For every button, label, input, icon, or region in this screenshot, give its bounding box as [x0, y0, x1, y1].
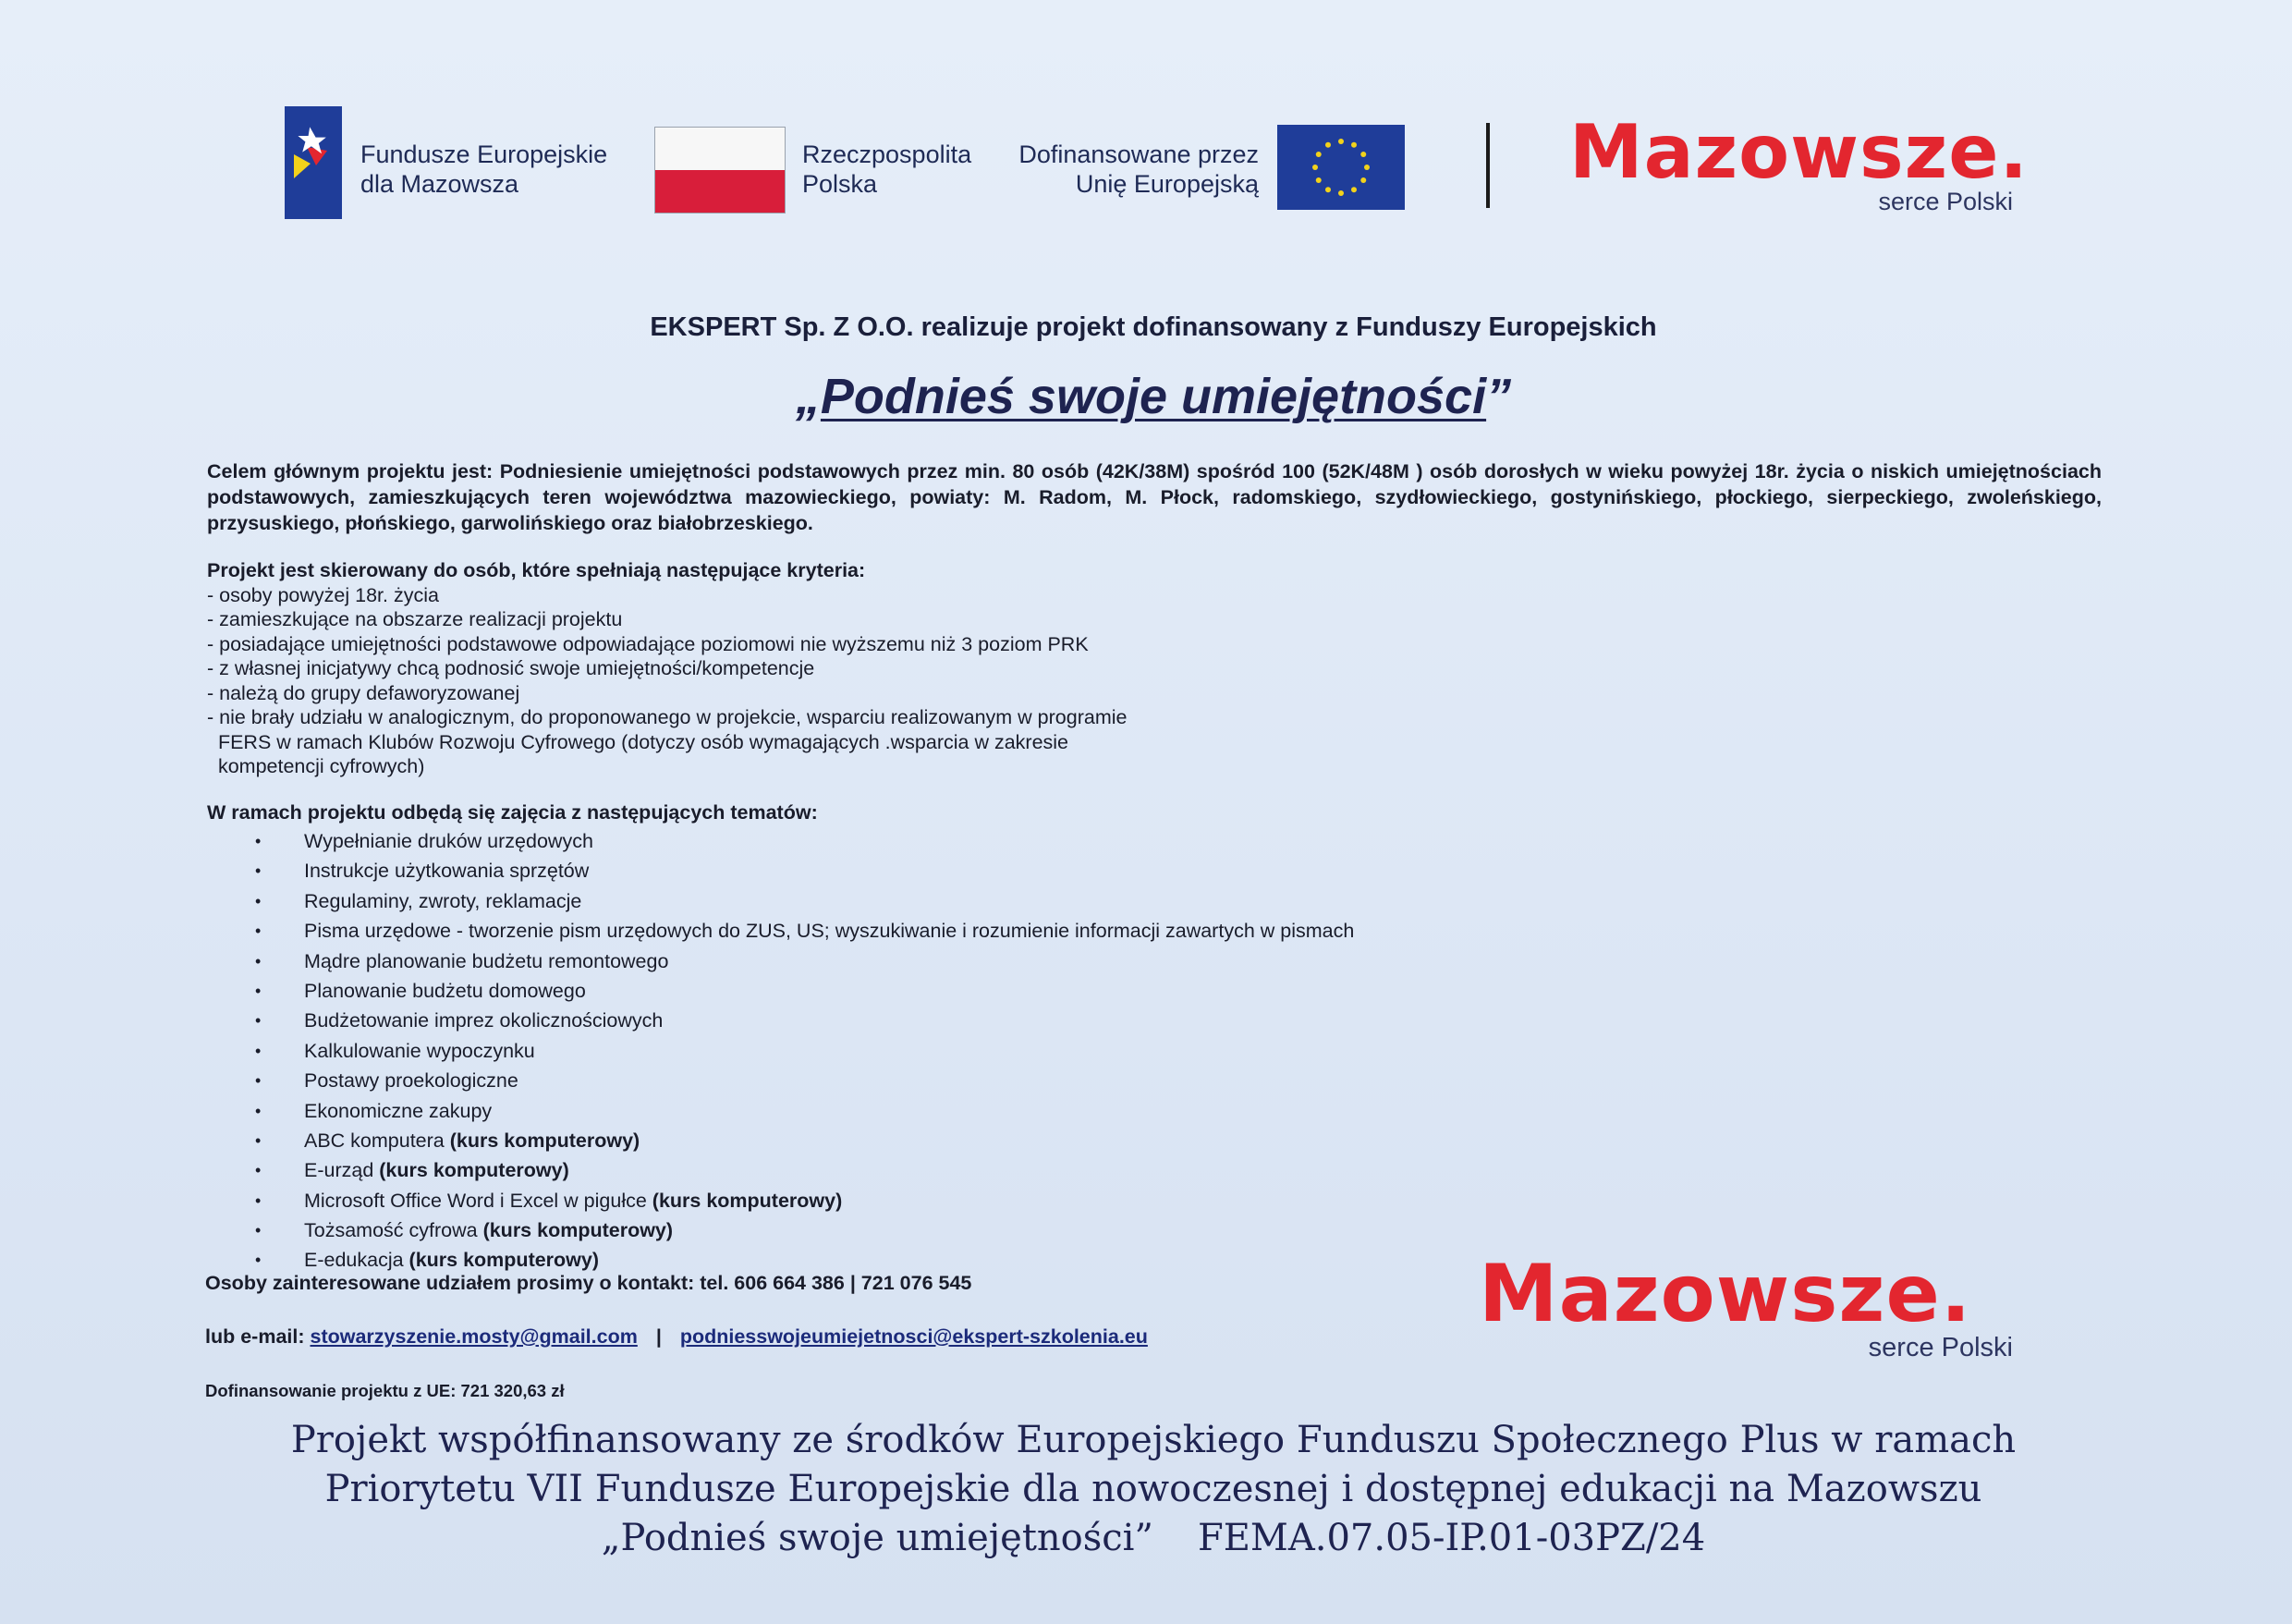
topic-text: Wypełnianie druków urzędowych: [304, 830, 593, 852]
eu-star-icon: [1325, 142, 1331, 148]
bullet-icon: •: [255, 832, 262, 850]
topic-item: [207, 916, 1593, 946]
header-divider: [1486, 123, 1490, 208]
eu-funding-text: [1007, 140, 1259, 199]
eu-star-icon: [1316, 152, 1322, 157]
contact-phone: Osoby zainteresowane udziałem prosimy o kontakt: tel. 606 664 386 | 721 076 545: [205, 1272, 972, 1294]
topics-section: [207, 800, 1593, 1276]
topic-text: E-urząd: [304, 1159, 380, 1182]
eu-star-icon: [1364, 165, 1370, 170]
fundusze-europejskie-logo: [285, 106, 342, 219]
footer-project-code: FEMA.07.05-IP.01-03PZ/24: [1197, 1517, 1706, 1559]
topic-item: [207, 1006, 1593, 1035]
topic-text: Budżetowanie imprez okolicznościowych: [304, 1009, 664, 1032]
eu-star-icon: [1360, 177, 1366, 183]
topic-text: ABC komputera: [304, 1129, 450, 1152]
criteria-section: [207, 558, 1501, 779]
project-heading: EKSPERT Sp. Z O.O. realizuje projekt dofinansowany z Funduszy Europejskich: [650, 312, 1657, 342]
footer-line2: Priorytetu VII Fundusze Europejskie dla nowoczesnej i dostępnej edukacji na Mazowszu: [324, 1468, 1982, 1510]
logo-bar: [0, 106, 2292, 226]
criteria-heading: Projekt jest skierowany do osób, które spełniają następujące kryteria:: [207, 559, 866, 581]
project-title: [0, 368, 2292, 425]
criteria-item: - należą do grupy defaworyzowanej: [207, 681, 520, 704]
topic-item: [207, 976, 1593, 1006]
topic-text: Postawy proekologiczne: [304, 1069, 518, 1093]
bullet-icon: •: [255, 1130, 262, 1150]
mazowsze-tagline: serce Polski: [1868, 1333, 2013, 1362]
topic-text: Pisma urzędowe - tworzenie pism urzędowych do ZUS, US; wyszukiwanie i rozumienie informacji zawartych w pismach: [304, 920, 1355, 943]
topics-list: [207, 826, 1593, 1276]
bullet-icon: •: [255, 1191, 262, 1210]
topic-item: [207, 1036, 1593, 1066]
project-goal: Celem głównym projektu jest: Podniesienie umiejętności podstawowych przez min. 80 osób (42K/38M) spośród 100 (52K/48M ) osób dorosłych w wieku powyżej 18r. życia o niskich umiejętnościach podstawowych, zamieszkujących teren województwa mazowieckiego, powiaty: M. Radom, M. Płock, radomskiego, szydłowieckiego, gostynińskiego, płockiego, sierpeckiego, zwoleńskiego, przysuskiego, płońskiego, garwolińskiego oraz białobrzeskiego.: [207, 460, 2102, 534]
mazowsze-logo-bottom: [1479, 1248, 2033, 1374]
email-link-ekspert[interactable]: podniesswojeumiejetnosci@ekspert-szkolenia.eu: [679, 1325, 1148, 1348]
topic-text: Mądre planowanie budżetu remontowego: [304, 949, 669, 972]
criteria-item: - z własnej inicjatywy chcą podnosić swoje umiejętności/kompetencje: [207, 657, 815, 679]
topic-text: E-edukacja: [304, 1249, 409, 1272]
topic-item: [207, 1215, 1593, 1245]
topic-item: [207, 886, 1593, 916]
criteria-item: - posiadające umiejętności podstawowe odpowiadające poziomowi nie wyższemu niż 3 poziom PRK: [207, 632, 1089, 655]
topic-item: [207, 826, 1593, 856]
rzeczpospolita-text: [802, 140, 971, 199]
bullet-icon: •: [255, 1011, 262, 1031]
fe-line2: dla Mazowsza: [360, 170, 519, 198]
topic-item: [207, 1245, 1593, 1275]
criteria-item: - zamieszkujące na obszarze realizacji projektu: [207, 608, 623, 630]
bullet-icon: •: [255, 981, 262, 1000]
topic-item: [207, 856, 1593, 885]
title-close-quote: ”: [1486, 369, 1512, 424]
pl-line1: Rzeczpospolita: [802, 140, 972, 168]
topic-item: [207, 1126, 1593, 1155]
eu-star-icon: [1360, 152, 1366, 157]
footer-line1: Projekt współfinansowany ze środków Europejskiego Funduszu Społecznego Plus w ramach: [290, 1419, 2017, 1461]
topic-text: Microsoft Office Word i Excel w pigułce: [304, 1189, 652, 1212]
footer-line3: [0, 1514, 2292, 1563]
eu-star-icon: [1351, 142, 1357, 148]
eu-flag-icon: [1277, 125, 1405, 210]
bullet-icon: •: [255, 922, 262, 941]
bullet-icon: •: [255, 1041, 262, 1060]
topic-text: Planowanie budżetu domowego: [304, 979, 586, 1002]
eu-star-icon: [1316, 177, 1322, 183]
topic-item: [207, 946, 1593, 976]
topic-item: [207, 1096, 1593, 1126]
topic-course-tag: (kurs komputerowy): [449, 1129, 640, 1152]
topic-item: [207, 1186, 1593, 1215]
topic-course-tag: (kurs komputerowy): [379, 1159, 569, 1182]
email-link-mosty[interactable]: stowarzyszenie.mosty@gmail.com: [310, 1325, 638, 1348]
polish-flag-icon: [654, 127, 786, 214]
fundusze-europejskie-text: [360, 140, 607, 199]
mazowsze-wordmark: Mazowsze.: [1479, 1248, 1972, 1340]
email-prefix: lub e-mail:: [205, 1325, 305, 1348]
topic-item: [207, 1066, 1593, 1095]
bullet-icon: •: [255, 891, 262, 910]
bullet-icon: •: [255, 1101, 262, 1120]
email-separator: |: [655, 1325, 662, 1348]
topic-text: Ekonomiczne zakupy: [304, 1099, 493, 1122]
topic-course-tag: (kurs komputerowy): [652, 1189, 843, 1212]
eu-line1: Dofinansowane przez: [1018, 140, 1259, 168]
title-text: Podnieś swoje umiejętności: [820, 369, 1487, 424]
topic-text: Tożsamość cyfrowa: [304, 1219, 483, 1242]
eu-star-icon: [1325, 187, 1331, 192]
bullet-icon: •: [255, 861, 262, 881]
mazowsze-tagline: serce Polski: [1878, 188, 2013, 215]
footer-statement: [0, 1416, 2292, 1563]
criteria-item: kompetencji cyfrowych): [207, 755, 425, 777]
eu-line2: Unię Europejską: [1075, 170, 1259, 198]
topic-text: Instrukcje użytkowania sprzętów: [304, 860, 590, 883]
funding-amount: Dofinansowanie projektu z UE: 721 320,63 zł: [205, 1381, 565, 1400]
contact-emails: [205, 1325, 1148, 1349]
criteria-item: - nie brały udziału w analogicznym, do proponowanego w projekcie, wsparciu realizowanym w programie: [207, 706, 1128, 728]
mazowsze-logo-top: [1569, 109, 2029, 226]
pl-line2: Polska: [802, 170, 878, 198]
bullet-icon: •: [255, 1161, 262, 1180]
bullet-icon: •: [255, 1251, 262, 1270]
fe-line1: Fundusze Europejskie: [360, 140, 608, 168]
eu-star-icon: [1338, 190, 1344, 196]
bullet-icon: •: [255, 1221, 262, 1240]
topics-heading: W ramach projektu odbędą się zajęcia z następujących tematów:: [207, 801, 818, 824]
criteria-item: - osoby powyżej 18r. życia: [207, 583, 439, 606]
eu-star-icon: [1338, 139, 1344, 144]
criteria-item: FERS w ramach Klubów Rozwoju Cyfrowego (dotyczy osób wymagających .wsparcia w zakresie: [207, 730, 1069, 753]
eu-star-icon: [1351, 187, 1357, 192]
eu-star-icon: [1312, 165, 1318, 170]
topic-course-tag: (kurs komputerowy): [408, 1249, 600, 1272]
topic-item: [207, 1155, 1593, 1185]
mazowsze-wordmark: Mazowsze.: [1569, 109, 2029, 195]
bullet-icon: •: [255, 1071, 262, 1091]
footer-project-title: „Podnieś swoje umiejętności”: [601, 1517, 1153, 1559]
topic-course-tag: (kurs komputerowy): [482, 1219, 674, 1242]
topic-text: Kalkulowanie wypoczynku: [304, 1039, 535, 1062]
title-open-quote: „: [795, 369, 821, 424]
topic-text: Regulaminy, zwroty, reklamacje: [304, 889, 582, 912]
bullet-icon: •: [255, 951, 262, 971]
